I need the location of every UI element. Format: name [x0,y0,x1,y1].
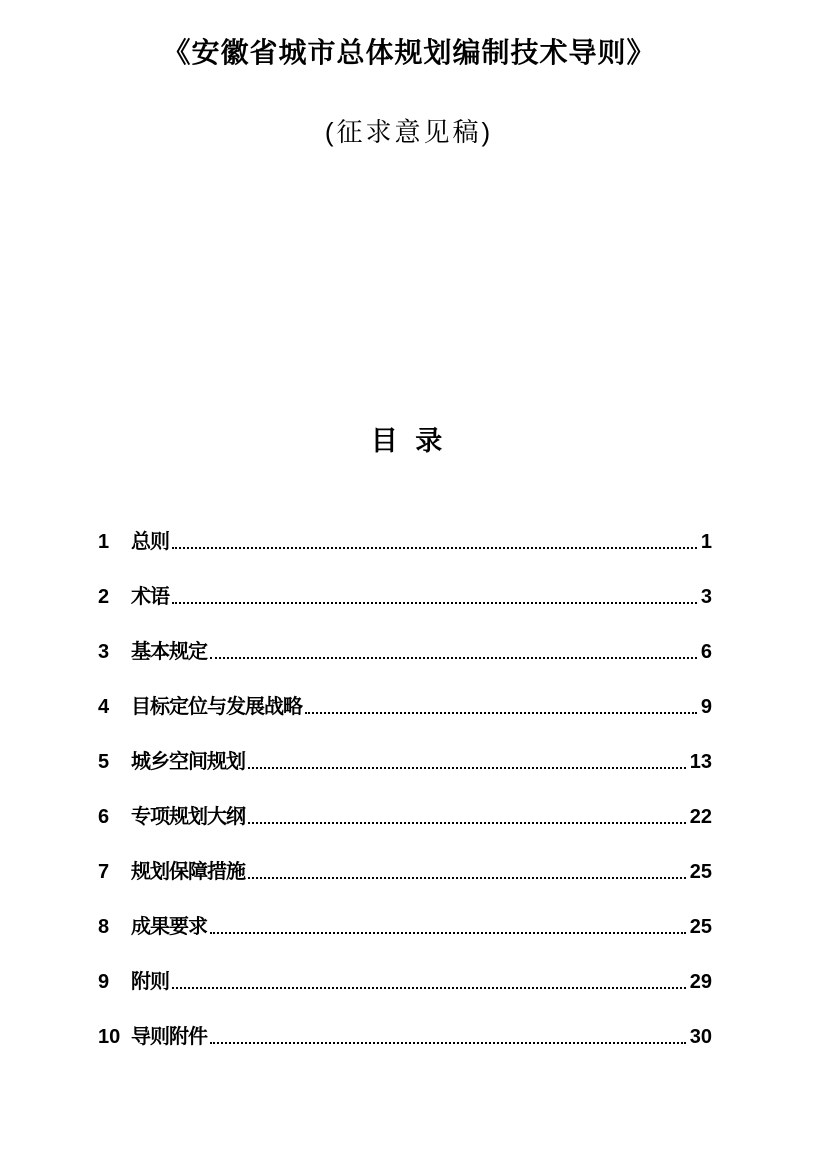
toc-entry [98,971,712,993]
toc-entry-number: 7 [98,861,110,883]
toc-entry-number: 2 [98,586,110,608]
toc-entry-label: 专项规划大纲 [131,806,245,828]
toc-entry-label: 成果要求 [131,916,207,938]
dot-leader [210,932,686,934]
dot-leader [172,547,697,549]
dot-leader [172,987,686,989]
toc-entry-page-number: 30 [689,1026,712,1048]
toc-entry-page-number: 1 [700,531,712,553]
toc-entry [98,861,712,883]
toc-entry-label: 总则 [131,531,169,553]
toc-entry-page-number: 9 [700,696,712,718]
toc-entry-number: 8 [98,916,110,938]
dot-leader [172,602,697,604]
document-subtitle: (征求意见稿) [324,117,494,147]
toc-entry [98,641,712,663]
toc-entry-number: 5 [98,751,110,773]
toc-entry-number: 4 [98,696,110,718]
toc-entry [98,916,712,938]
toc-heading: 目 录 [370,426,448,456]
toc-entry-number: 9 [98,971,110,993]
toc-entry-label: 规划保障措施 [131,861,245,883]
toc-entry-page-number: 3 [700,586,712,608]
toc-entry-page-number: 13 [689,751,712,773]
dot-leader [305,712,697,714]
toc-entry-page-number: 25 [689,916,712,938]
toc-entry [98,696,712,718]
toc-entry-label: 附则 [131,971,169,993]
toc-entry-number: 1 [98,531,110,553]
dot-leader [210,657,697,659]
toc-entry-label: 导则附件 [131,1026,207,1048]
toc-entry-number: 6 [98,806,110,828]
table-of-contents [98,531,712,1081]
dot-leader [210,1042,686,1044]
toc-entry-label: 目标定位与发展战略 [131,696,302,718]
toc-entry-page-number: 22 [689,806,712,828]
dot-leader [248,822,686,824]
toc-entry-label: 城乡空间规划 [131,751,245,773]
toc-entry-number: 3 [98,641,110,663]
toc-entry-page-number: 25 [689,861,712,883]
toc-entry [98,806,712,828]
toc-entry-label: 术语 [131,586,169,608]
dot-leader [248,767,686,769]
toc-entry [98,531,712,553]
toc-entry [98,751,712,773]
dot-leader [248,877,686,879]
document-title: 《安徽省城市总体规划编制技术导则》 [162,37,656,68]
toc-entry [98,586,712,608]
toc-entry-label: 基本规定 [131,641,207,663]
toc-entry-page-number: 29 [689,971,712,993]
toc-entry [98,1026,712,1048]
toc-entry-page-number: 6 [700,641,712,663]
toc-entry-number: 10 [98,1026,121,1048]
